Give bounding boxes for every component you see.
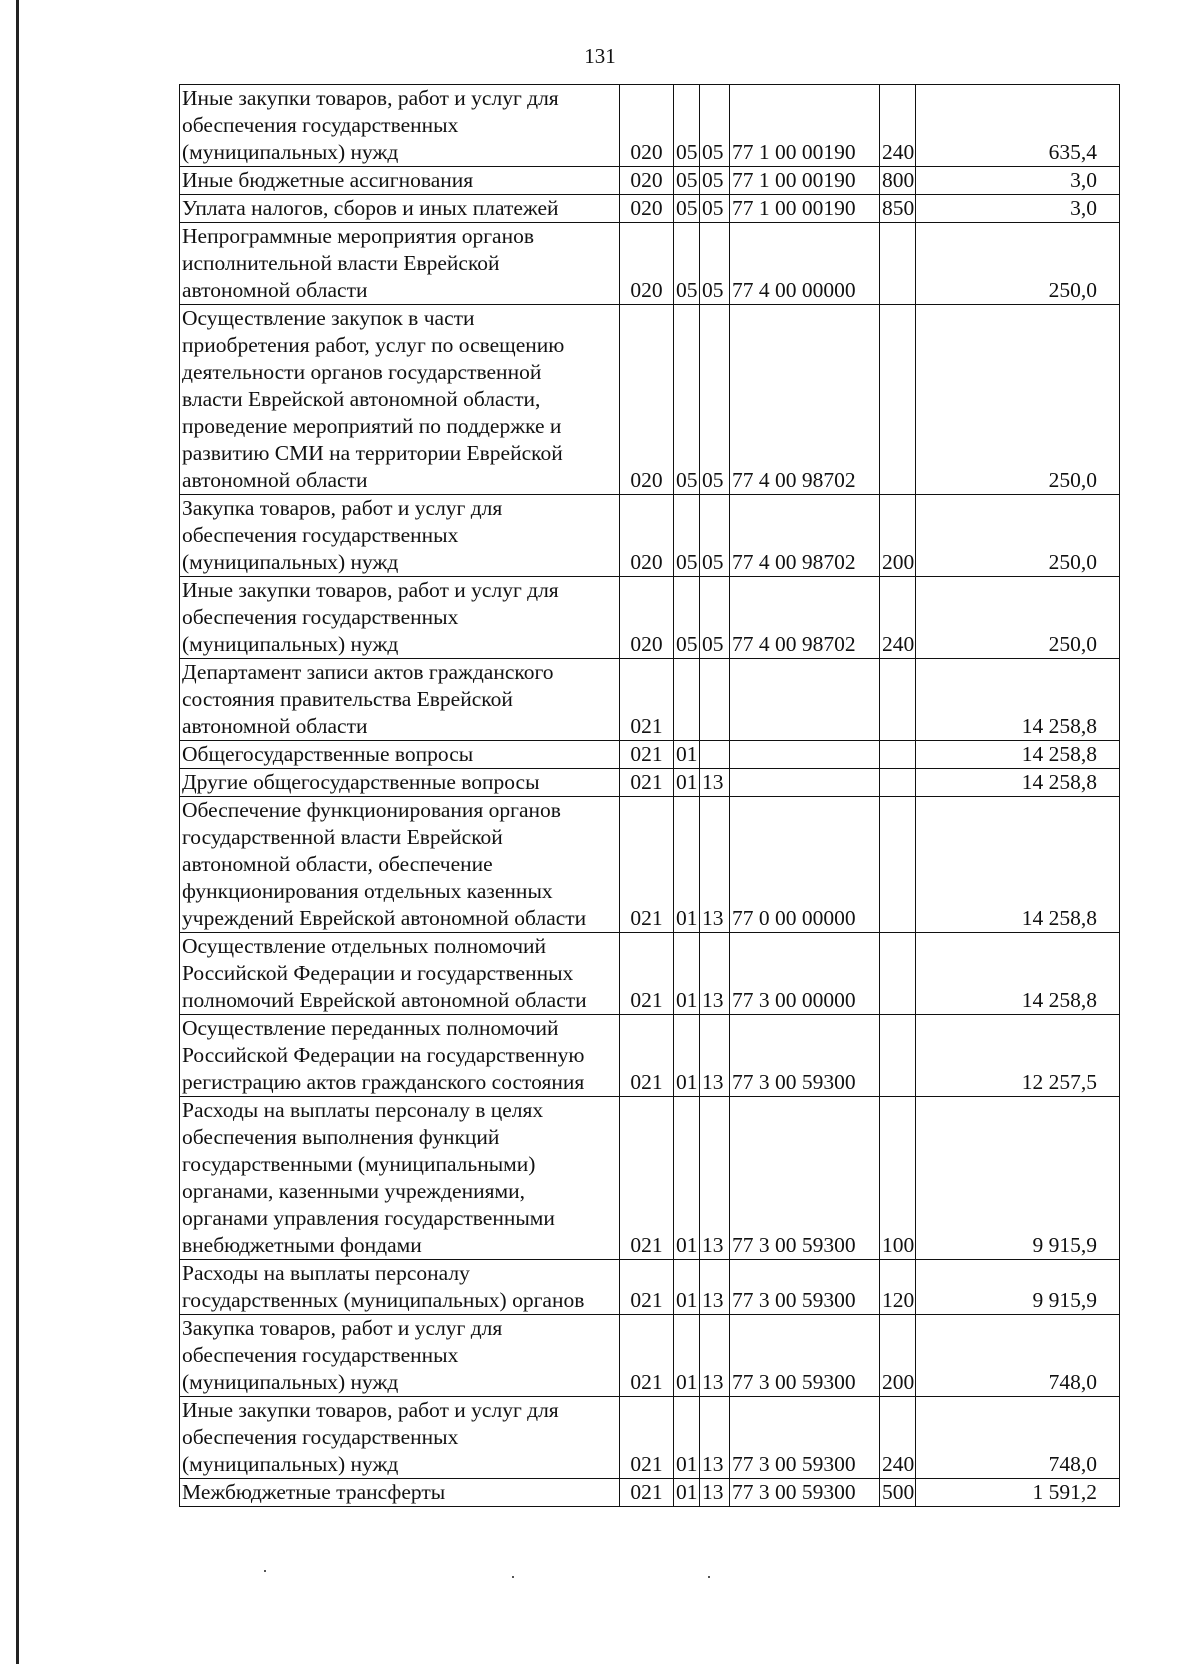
row-name-line: государственной власти Еврейской <box>182 825 503 849</box>
admin-code-cell: 020 <box>620 305 674 495</box>
admin-code-cell: 021 <box>620 659 674 741</box>
amount-cell: 250,0 <box>916 577 1120 659</box>
row-name-line: Закупка товаров, работ и услуг для <box>182 1316 503 1340</box>
admin-code-cell: 021 <box>620 741 674 769</box>
section-code-cell: 05 <box>674 305 700 495</box>
admin-code-cell: 021 <box>620 769 674 797</box>
row-name-line: обеспечения государственных <box>182 113 459 137</box>
target-article-cell: 77 4 00 98702 <box>730 577 880 659</box>
row-name-line: Другие общегосударственные вопросы <box>182 770 540 794</box>
table-row <box>180 797 1120 933</box>
expense-type-cell: 200 <box>880 495 916 577</box>
row-name-line: Общегосударственные вопросы <box>182 742 474 766</box>
row-name-cell <box>180 223 620 305</box>
expense-type-cell <box>880 223 916 305</box>
table-row <box>180 495 1120 577</box>
amount-cell: 14 258,8 <box>916 769 1120 797</box>
row-name-line: Осуществление отдельных полномочий <box>182 934 547 958</box>
row-name-line: Закупка товаров, работ и услуг для <box>182 496 503 520</box>
row-name-line: Осуществление закупок в части <box>182 306 475 330</box>
row-name-cell <box>180 577 620 659</box>
target-article-cell: 77 1 00 00190 <box>730 195 880 223</box>
table-row <box>180 577 1120 659</box>
row-name-line: государственных (муниципальных) органов <box>182 1288 585 1312</box>
amount-cell: 250,0 <box>916 223 1120 305</box>
row-name-line: исполнительной власти Еврейской <box>182 251 500 275</box>
row-name-line: обеспечения выполнения функций <box>182 1125 500 1149</box>
expense-type-cell: 240 <box>880 85 916 167</box>
amount-cell: 1 591,2 <box>916 1479 1120 1507</box>
subsection-code-cell: 05 <box>700 167 730 195</box>
subsection-code-cell: 13 <box>700 769 730 797</box>
amount-cell: 3,0 <box>916 195 1120 223</box>
row-name-cell <box>180 305 620 495</box>
table-row <box>180 933 1120 1015</box>
row-name-line: Непрограммные мероприятия органов <box>182 224 534 248</box>
row-name-line: (муниципальных) нужд <box>182 550 399 574</box>
row-name-line: автономной области, обеспечение <box>182 852 493 876</box>
expense-type-cell <box>880 769 916 797</box>
table-row <box>180 305 1120 495</box>
subsection-code-cell: 05 <box>700 85 730 167</box>
table-row <box>180 1260 1120 1315</box>
table-row <box>180 1097 1120 1260</box>
target-article-cell <box>730 741 880 769</box>
row-name-line: власти Еврейской автономной области, <box>182 387 541 411</box>
subsection-code-cell: 13 <box>700 1315 730 1397</box>
subsection-code-cell: 05 <box>700 195 730 223</box>
section-code-cell: 01 <box>674 1097 700 1260</box>
row-name-line: регистрацию актов гражданского состояния <box>182 1070 585 1094</box>
budget-table <box>179 84 1120 1507</box>
expense-type-cell: 500 <box>880 1479 916 1507</box>
expense-type-cell: 200 <box>880 1315 916 1397</box>
amount-cell: 748,0 <box>916 1397 1120 1479</box>
section-code-cell: 05 <box>674 577 700 659</box>
amount-cell: 3,0 <box>916 167 1120 195</box>
row-name-line: Иные закупки товаров, работ и услуг для <box>182 578 559 602</box>
row-name-line: состояния правительства Еврейской <box>182 687 513 711</box>
expense-type-cell <box>880 659 916 741</box>
table-row <box>180 769 1120 797</box>
row-name-line: автономной области <box>182 468 368 492</box>
subsection-code-cell: 13 <box>700 1015 730 1097</box>
subsection-code-cell: 13 <box>700 1479 730 1507</box>
row-name-cell <box>180 167 620 195</box>
row-name-line: обеспечения государственных <box>182 605 459 629</box>
expense-type-cell: 120 <box>880 1260 916 1315</box>
subsection-code-cell <box>700 659 730 741</box>
table-body <box>180 85 1120 1507</box>
row-name-cell <box>180 1315 620 1397</box>
row-name-cell <box>180 659 620 741</box>
section-code-cell: 05 <box>674 223 700 305</box>
row-name-cell <box>180 1097 620 1260</box>
row-name-cell <box>180 1015 620 1097</box>
row-name-line: полномочий Еврейской автономной области <box>182 988 587 1012</box>
admin-code-cell: 020 <box>620 495 674 577</box>
section-code-cell: 05 <box>674 167 700 195</box>
row-name-line: (муниципальных) нужд <box>182 632 399 656</box>
subsection-code-cell: 05 <box>700 305 730 495</box>
table-row <box>180 85 1120 167</box>
subsection-code-cell: 13 <box>700 1097 730 1260</box>
table-row <box>180 741 1120 769</box>
amount-cell: 14 258,8 <box>916 659 1120 741</box>
section-code-cell: 01 <box>674 1397 700 1479</box>
admin-code-cell: 021 <box>620 1097 674 1260</box>
target-article-cell: 77 1 00 00190 <box>730 167 880 195</box>
row-name-line: развитию СМИ на территории Еврейской <box>182 441 563 465</box>
table-row <box>180 223 1120 305</box>
section-code-cell: 05 <box>674 195 700 223</box>
scan-speck <box>708 1576 710 1578</box>
expense-type-cell <box>880 797 916 933</box>
admin-code-cell: 020 <box>620 577 674 659</box>
section-code-cell: 05 <box>674 85 700 167</box>
row-name-line: Расходы на выплаты персоналу <box>182 1261 470 1285</box>
target-article-cell: 77 0 00 00000 <box>730 797 880 933</box>
amount-cell: 14 258,8 <box>916 797 1120 933</box>
admin-code-cell: 021 <box>620 1479 674 1507</box>
target-article-cell: 77 4 00 00000 <box>730 223 880 305</box>
table-row <box>180 659 1120 741</box>
amount-cell: 748,0 <box>916 1315 1120 1397</box>
row-name-line: органами управления государственными <box>182 1206 555 1230</box>
section-code-cell: 01 <box>674 933 700 1015</box>
table-row <box>180 1397 1120 1479</box>
expense-type-cell: 240 <box>880 1397 916 1479</box>
row-name-line: (муниципальных) нужд <box>182 1452 399 1476</box>
subsection-code-cell: 13 <box>700 797 730 933</box>
expense-type-cell <box>880 1015 916 1097</box>
section-code-cell: 01 <box>674 797 700 933</box>
subsection-code-cell: 05 <box>700 577 730 659</box>
row-name-line: обеспечения государственных <box>182 1343 459 1367</box>
admin-code-cell: 021 <box>620 797 674 933</box>
section-code-cell <box>674 659 700 741</box>
admin-code-cell: 020 <box>620 195 674 223</box>
amount-cell: 250,0 <box>916 305 1120 495</box>
section-code-cell: 01 <box>674 1015 700 1097</box>
admin-code-cell: 020 <box>620 167 674 195</box>
target-article-cell: 77 3 00 59300 <box>730 1097 880 1260</box>
amount-cell: 9 915,9 <box>916 1260 1120 1315</box>
row-name-line: внебюджетными фондами <box>182 1233 422 1257</box>
target-article-cell: 77 4 00 98702 <box>730 495 880 577</box>
table-row <box>180 1315 1120 1397</box>
row-name-line: (муниципальных) нужд <box>182 140 399 164</box>
row-name-line: Российской Федерации и государственных <box>182 961 574 985</box>
row-name-line: Иные закупки товаров, работ и услуг для <box>182 1398 559 1422</box>
admin-code-cell: 021 <box>620 1397 674 1479</box>
admin-code-cell: 021 <box>620 1260 674 1315</box>
row-name-line: проведение мероприятий по поддержке и <box>182 414 562 438</box>
row-name-line: автономной области <box>182 714 368 738</box>
amount-cell: 14 258,8 <box>916 741 1120 769</box>
row-name-line: органами, казенными учреждениями, <box>182 1179 525 1203</box>
admin-code-cell: 021 <box>620 1315 674 1397</box>
scan-edge-line <box>16 0 19 1664</box>
target-article-cell: 77 4 00 98702 <box>730 305 880 495</box>
expense-type-cell: 800 <box>880 167 916 195</box>
section-code-cell: 01 <box>674 1315 700 1397</box>
row-name-line: (муниципальных) нужд <box>182 1370 399 1394</box>
subsection-code-cell: 13 <box>700 1260 730 1315</box>
subsection-code-cell: 13 <box>700 1397 730 1479</box>
target-article-cell <box>730 769 880 797</box>
subsection-code-cell <box>700 741 730 769</box>
row-name-line: государственными (муниципальными) <box>182 1152 536 1176</box>
row-name-line: Осуществление переданных полномочий <box>182 1016 559 1040</box>
expense-type-cell: 850 <box>880 195 916 223</box>
row-name-cell <box>180 769 620 797</box>
subsection-code-cell: 05 <box>700 223 730 305</box>
expense-type-cell <box>880 741 916 769</box>
row-name-cell <box>180 797 620 933</box>
admin-code-cell: 020 <box>620 85 674 167</box>
target-article-cell <box>730 659 880 741</box>
row-name-line: функционирования отдельных казенных <box>182 879 553 903</box>
row-name-cell <box>180 1397 620 1479</box>
row-name-line: Иные закупки товаров, работ и услуг для <box>182 86 559 110</box>
section-code-cell: 01 <box>674 1260 700 1315</box>
section-code-cell: 01 <box>674 741 700 769</box>
row-name-cell <box>180 1479 620 1507</box>
row-name-line: Департамент записи актов гражданского <box>182 660 554 684</box>
row-name-line: Межбюджетные трансферты <box>182 1480 446 1504</box>
target-article-cell: 77 1 00 00190 <box>730 85 880 167</box>
section-code-cell: 05 <box>674 495 700 577</box>
row-name-line: приобретения работ, услуг по освещению <box>182 333 565 357</box>
row-name-line: автономной области <box>182 278 368 302</box>
scan-speck <box>264 1570 266 1572</box>
row-name-line: обеспечения государственных <box>182 1425 459 1449</box>
table-row <box>180 1015 1120 1097</box>
admin-code-cell: 021 <box>620 933 674 1015</box>
target-article-cell: 77 3 00 00000 <box>730 933 880 1015</box>
amount-cell: 9 915,9 <box>916 1097 1120 1260</box>
row-name-cell <box>180 85 620 167</box>
row-name-line: деятельности органов государственной <box>182 360 542 384</box>
amount-cell: 635,4 <box>916 85 1120 167</box>
subsection-code-cell: 13 <box>700 933 730 1015</box>
expense-type-cell <box>880 305 916 495</box>
row-name-line: Расходы на выплаты персоналу в целях <box>182 1098 544 1122</box>
row-name-line: Российской Федерации на государственную <box>182 1043 585 1067</box>
row-name-cell <box>180 1260 620 1315</box>
page-number: 131 <box>584 44 616 68</box>
row-name-line: Уплата налогов, сборов и иных платежей <box>182 196 559 220</box>
expense-type-cell: 240 <box>880 577 916 659</box>
expense-type-cell: 100 <box>880 1097 916 1260</box>
row-name-line: Обеспечение функционирования органов <box>182 798 561 822</box>
row-name-cell <box>180 495 620 577</box>
target-article-cell: 77 3 00 59300 <box>730 1397 880 1479</box>
amount-cell: 12 257,5 <box>916 1015 1120 1097</box>
row-name-line: обеспечения государственных <box>182 523 459 547</box>
row-name-cell <box>180 933 620 1015</box>
row-name-cell <box>180 741 620 769</box>
table-row <box>180 1479 1120 1507</box>
scan-speck <box>512 1576 514 1578</box>
table-row <box>180 195 1120 223</box>
target-article-cell: 77 3 00 59300 <box>730 1315 880 1397</box>
target-article-cell: 77 3 00 59300 <box>730 1260 880 1315</box>
section-code-cell: 01 <box>674 769 700 797</box>
row-name-line: Иные бюджетные ассигнования <box>182 168 474 192</box>
section-code-cell: 01 <box>674 1479 700 1507</box>
admin-code-cell: 021 <box>620 1015 674 1097</box>
amount-cell: 14 258,8 <box>916 933 1120 1015</box>
target-article-cell: 77 3 00 59300 <box>730 1015 880 1097</box>
row-name-line: учреждений Еврейской автономной области <box>182 906 587 930</box>
table-row <box>180 167 1120 195</box>
subsection-code-cell: 05 <box>700 495 730 577</box>
expense-type-cell <box>880 933 916 1015</box>
target-article-cell: 77 3 00 59300 <box>730 1479 880 1507</box>
row-name-cell <box>180 195 620 223</box>
admin-code-cell: 020 <box>620 223 674 305</box>
amount-cell: 250,0 <box>916 495 1120 577</box>
